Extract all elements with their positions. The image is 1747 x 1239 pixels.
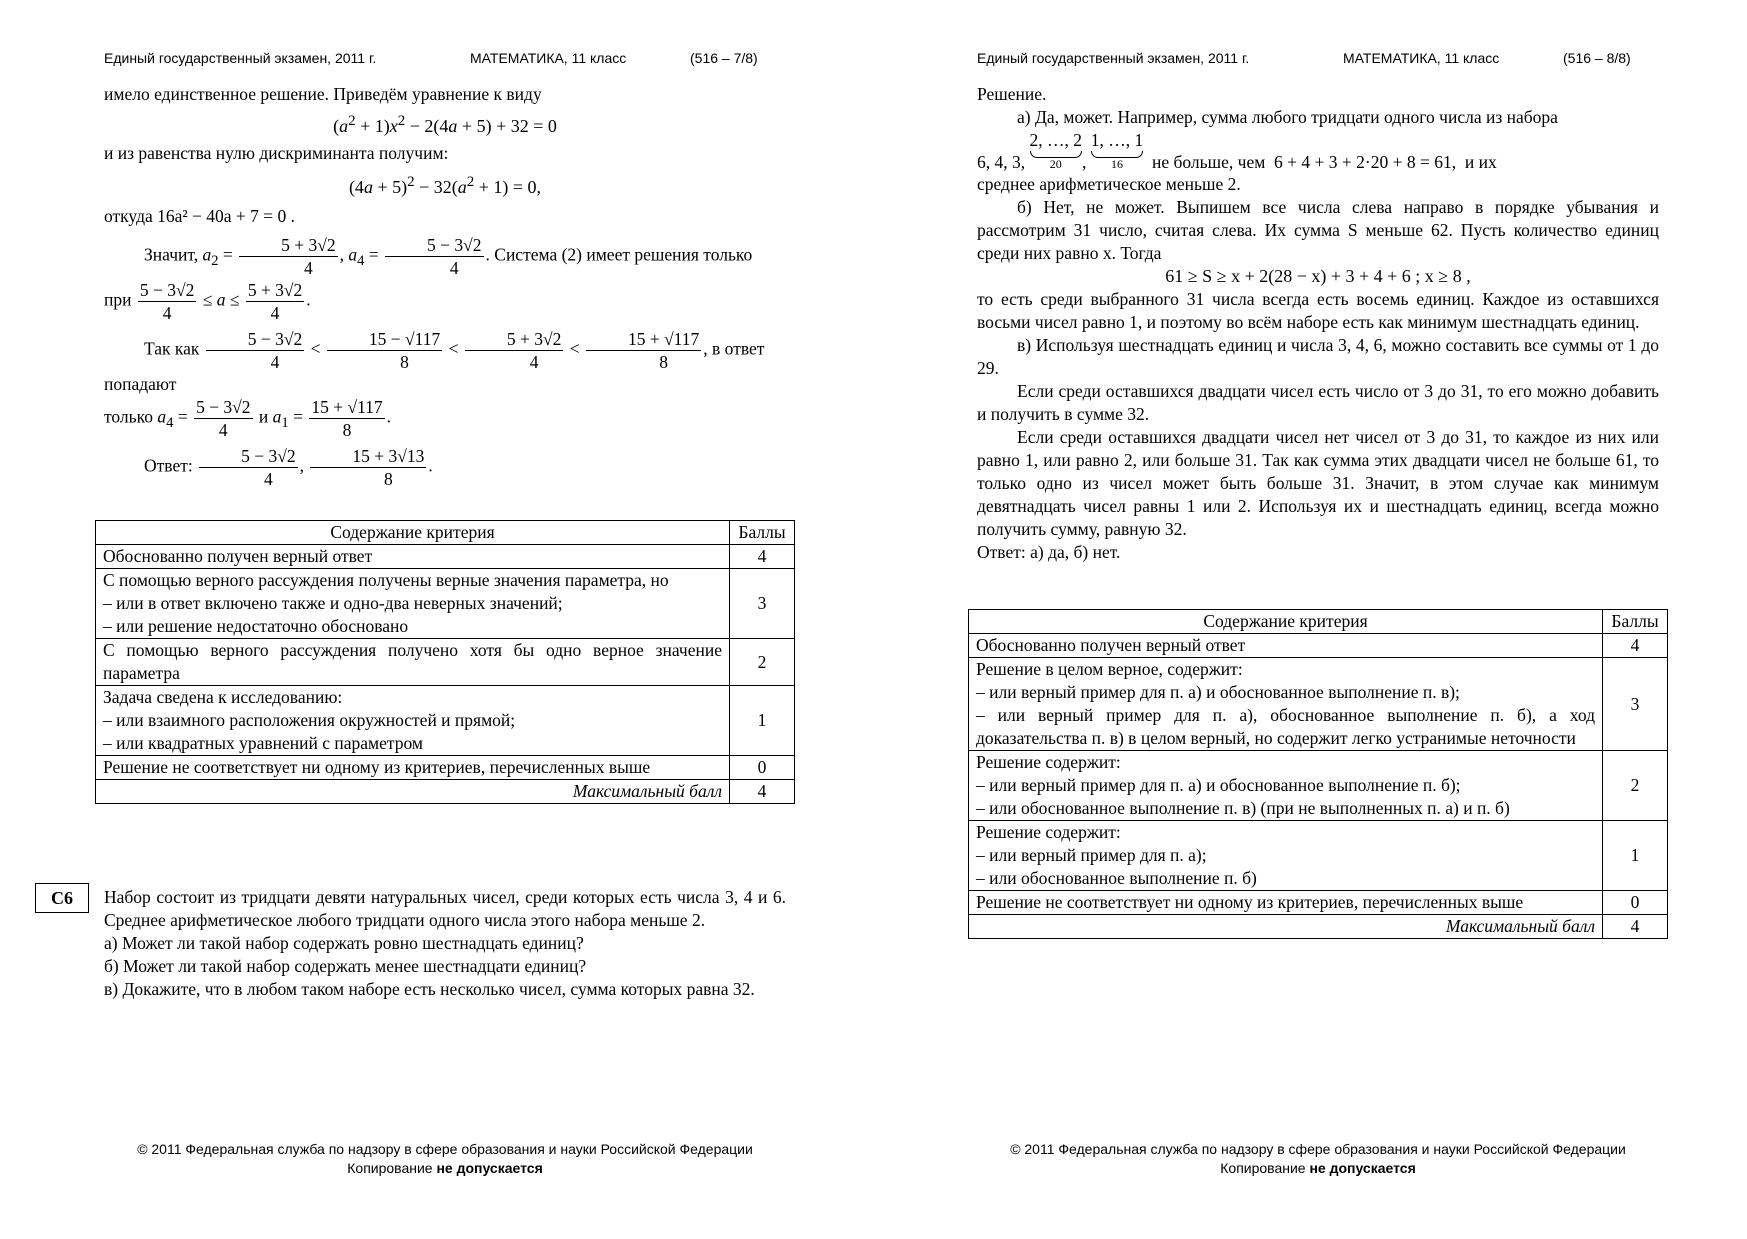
max-score-label: Максимальный балл: [96, 780, 730, 804]
task-statement: Набор состоит из тридцати девяти натуральных чисел, среди которых есть числа 3, 4 и 6. Среднее арифметическое любого тридцати одного числа этого набора меньше 2.: [104, 887, 786, 930]
equation-1: $(a^2 + 1)x^2 - 2(4a + 5) + 32 = 0$: [333, 113, 557, 136]
table-row: [969, 821, 1668, 891]
criterion-header: Содержание критерия: [96, 521, 730, 545]
whence-line: [104, 205, 786, 228]
at-label: при: [104, 289, 132, 310]
criterion-text: Решение в целом верное, содержит: – или верный пример для п. а) и обоснованное выполнение п. в); – или верный пример для п. а), обоснованное выполнение п. б), а ход доказательства п. в) в целом верный, но содержит легко устранимые неточности: [969, 658, 1603, 751]
criterion-text: Решение не соответствует ни одному из критериев, перечисленных выше: [96, 756, 730, 780]
max-score-points: 4: [730, 780, 795, 804]
discriminant-text: и из равенства нулю дискриминанта получим:: [104, 143, 449, 163]
footer-copy-note: Копирование не допускается: [1220, 1160, 1416, 1176]
right-page: [873, 0, 1747, 1239]
intro-text: имело единственное решение. Приведём уравнение к виду: [104, 84, 542, 104]
header-exam: Единый государственный экзамен, 2011 г.: [104, 50, 377, 66]
part-c-1: в) Используя шестнадцать единиц и числа 3, 4, 6, можно составить все суммы от 1 до 29.: [977, 335, 1659, 378]
table-row: [969, 634, 1668, 658]
left-criteria-table: [95, 520, 795, 804]
criterion-points: 1: [1603, 821, 1668, 891]
table-row: [96, 569, 795, 639]
left-body: [104, 83, 786, 490]
since-line: Так как $\frac{5 - 3√2}{4}$ < $\frac{15 - √117}{8}$ < $\frac{5 + 3√2}{4}$ < $\frac{15 + √117}{8}$ , в ответ попадают: [104, 329, 765, 394]
solution-label: Решение.: [977, 84, 1047, 104]
only-line: только $a_4$ = $\frac{5 - 3√2}{4}$ и $a_1$ = $\frac{15 + √117}{8}$ .: [104, 397, 392, 440]
criterion-text: Решение не соответствует ни одному из критериев, перечисленных выше: [969, 891, 1603, 915]
max-score-label: Максимальный балл: [969, 915, 1603, 939]
footer-copyright: © 2011 Федеральная служба по надзору в сфере образования и науки Российской Федерации: [137, 1141, 753, 1157]
criterion-text: Обоснованно получен верный ответ: [96, 545, 730, 569]
only-label: только: [104, 406, 154, 427]
task-part-b: б) Может ли такой набор содержать менее шестнадцати единиц?: [104, 956, 587, 976]
footer-copy-note: Копирование не допускается: [347, 1160, 543, 1176]
criterion-points: 3: [730, 569, 795, 639]
criterion-points: 3: [1603, 658, 1668, 751]
points-header: Баллы: [1603, 610, 1668, 634]
task-label-c6: C6: [35, 883, 89, 913]
part-c-3: Если среди оставшихся двадцати чисел нет чисел от 3 до 31, то каждое из них или равно 1, или равно 2, или больше 31. Так как сумма этих двадцати чисел не больше 61, то только одно из чисел может быть больше 31. Значит, в этом случае как минимум девятнадцать чисел равны 1 или 2. Используя их и шестнадцать единиц, всегда можно получить сумму, равную 32.: [977, 427, 1659, 539]
right-body: [977, 83, 1659, 564]
part-b-cont: то есть среди выбранного 31 числа всегда есть восемь единиц. Каждое из оставшихся восьми чисел равно 1, и поэтому во всём наборе есть как минимум шестнадцать единиц.: [977, 289, 1659, 332]
header-subject: МАТЕМАТИКА, 11 класс: [1343, 50, 1500, 66]
table-header-row: [969, 610, 1668, 634]
answer-label: Ответ:: [144, 455, 193, 476]
header-page-code: (516 – 7/8): [690, 50, 758, 66]
criterion-text: Обоснованно получен верный ответ: [969, 634, 1603, 658]
roots-line: Значит, $a_2$ = $\frac{5 + 3√2}{4}$ , $a_4$ = $\frac{5 - 3√2}{4}$ . Система (2) имеет решения только: [144, 235, 753, 278]
task-part-a: а) Может ли такой набор содержать ровно шестнадцать единиц?: [104, 933, 584, 953]
header-exam: Единый государственный экзамен, 2011 г.: [977, 50, 1250, 66]
criterion-header: Содержание критерия: [969, 610, 1603, 634]
criterion-points: 1: [730, 686, 795, 756]
part-a-set-line: 6, 4, 3, 2, …, 2 20 , 1, …, 1 16 не больше, чем 6 + 4 + 3 + 2·20 + 8 = 61, и их: [977, 130, 1497, 172]
part-a-intro: а) Да, может. Например, сумма любого тридцати одного числа из набора: [1017, 107, 1558, 127]
set-start: 6, 4, 3,: [977, 152, 1026, 172]
and-label: и: [258, 406, 269, 427]
whence-label: откуда: [104, 206, 153, 226]
footer-copyright: © 2011 Федеральная служба по надзору в сфере образования и науки Российской Федерации: [1010, 1141, 1626, 1157]
max-score-points: 4: [1603, 915, 1668, 939]
table-row: [969, 751, 1668, 821]
sum-formula: 6 + 4 + 3 + 2·20 + 8 = 61,: [1274, 152, 1457, 172]
table-row: [96, 756, 795, 780]
table-row: [969, 658, 1668, 751]
left-page: [0, 0, 873, 1239]
in-answer-text: , в ответ попадают: [104, 338, 765, 394]
part-b-text: б) Нет, не может. Выпишем все числа слева направо в порядке убывания и рассмотрим 31 число, считая слева. Их сумма S меньше 62. Пусть количество единиц среди них равно x. Тогда: [977, 197, 1659, 263]
header-page-code: (516 – 8/8): [1563, 50, 1631, 66]
table-max-row: [96, 780, 795, 804]
frac-a2: $\frac{5 + 3√2}{4}$: [239, 234, 337, 279]
answer-line: Ответ: $\frac{5 - 3√2}{4}$ , $\frac{15 + 3√13}{8}$ .: [144, 446, 433, 489]
part-c-2: Если среди оставшихся двадцати чисел есть число от 3 до 31, то его можно добавить и получить в сумме 32.: [977, 381, 1659, 424]
range-line: при $\frac{5 - 3√2}{4}$ ≤ a ≤ $\frac{5 + 3√2}{4}$ .: [104, 280, 311, 323]
task-part-c: в) Докажите, что в любом таком наборе есть несколько чисел, сумма которых равна 32.: [104, 979, 755, 999]
criterion-points: 2: [1603, 751, 1668, 821]
right-criteria-table: [968, 609, 1668, 939]
table-row: [96, 545, 795, 569]
header-subject: МАТЕМАТИКА, 11 класс: [470, 50, 627, 66]
system-text: . Система (2) имеет решения только: [485, 244, 753, 265]
means-label: Значит,: [144, 244, 199, 265]
table-row: [96, 686, 795, 756]
part-a-end: среднее арифметическое меньше 2.: [977, 174, 1241, 194]
criterion-text: С помощью верного рассуждения получено хотя бы одно верное значение параметра: [96, 639, 730, 686]
table-row: [969, 891, 1668, 915]
task-c6: [104, 886, 786, 1001]
footer: [104, 1140, 786, 1178]
ones-group: 1, …, 1 16: [1090, 130, 1144, 171]
whence-formula: 16a² − 40a + 7 = 0 .: [157, 206, 296, 226]
criterion-text: С помощью верного рассуждения получены верные значения параметра, но – или в ответ включено также и одно-два неверных значений; – или решение недостаточно обосновано: [96, 569, 730, 639]
part-b-formula: 61 ≥ S ≥ x + 2(28 − x) + 3 + 4 + 6 ; x ≥ 8 ,: [1165, 266, 1471, 286]
criterion-points: 2: [730, 639, 795, 686]
table-row: [96, 639, 795, 686]
points-header: Баллы: [730, 521, 795, 545]
criterion-text: Решение содержит: – или верный пример для п. а) и обоснованное выполнение п. б); – или обоснованное выполнение п. в) (при не выполненных п. а) и п. б): [969, 751, 1603, 821]
criterion-points: 0: [1603, 891, 1668, 915]
criterion-text: Решение содержит: – или верный пример для п. а); – или обоснованное выполнение п. б): [969, 821, 1603, 891]
twos-group: 2, …, 2 20: [1029, 130, 1082, 171]
frac-a4: $\frac{5 - 3√2}{4}$: [385, 234, 483, 279]
table-header-row: [96, 521, 795, 545]
final-answer: Ответ: а) да, б) нет.: [977, 542, 1121, 562]
criterion-points: 0: [730, 756, 795, 780]
criterion-text: Задача сведена к исследованию: – или взаимного расположения окружностей и прямой; – или квадратных уравнений с параметром: [96, 686, 730, 756]
equation-2: $(4a + 5)^2 - 32(a^2 + 1) = 0$,: [348, 174, 542, 197]
since-label: Так как: [144, 338, 200, 359]
table-max-row: [969, 915, 1668, 939]
criterion-points: 4: [1603, 634, 1668, 658]
criterion-points: 4: [730, 545, 795, 569]
footer: [977, 1140, 1659, 1178]
